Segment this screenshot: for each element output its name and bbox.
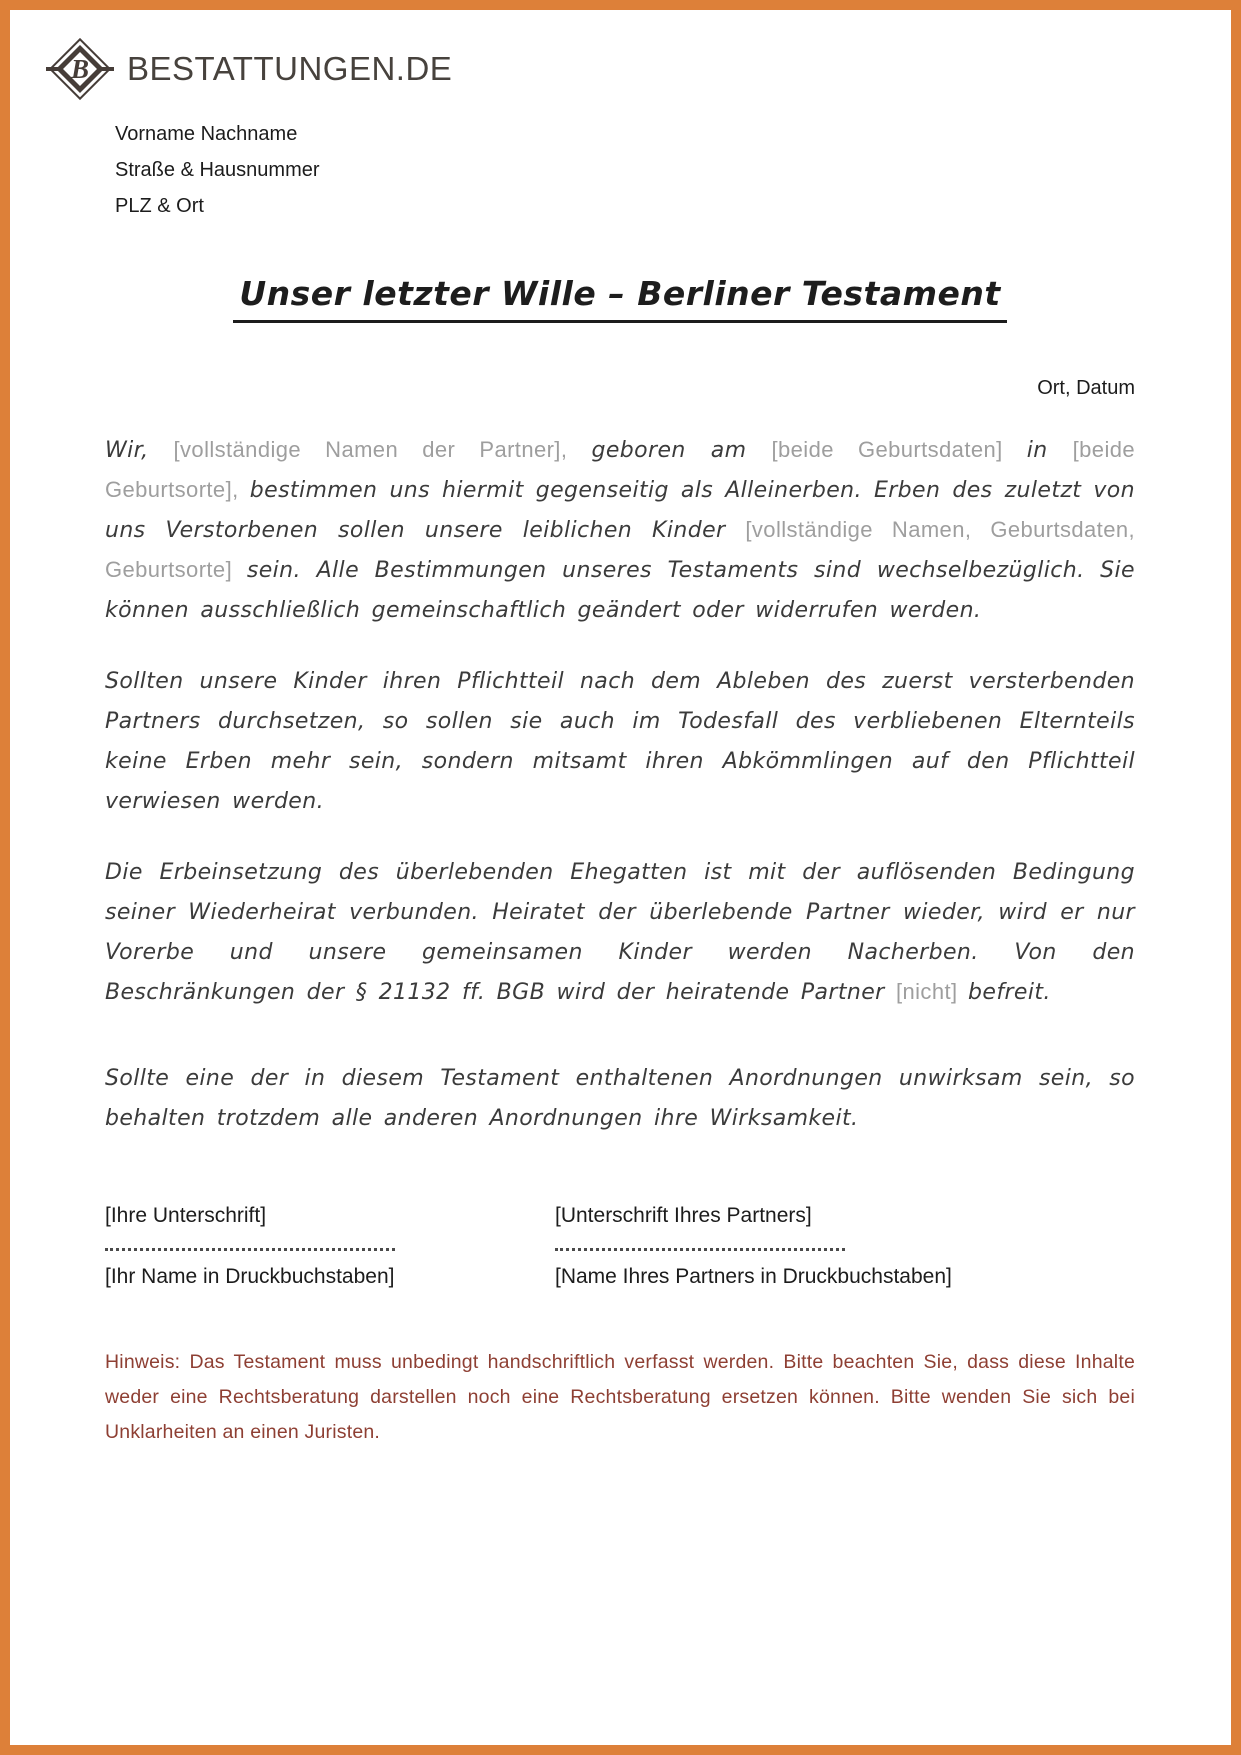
sender-street: Straße & Hausnummer <box>115 159 320 181</box>
body-text: Wir, <box>105 438 174 463</box>
logo-monogram: B <box>70 53 89 84</box>
body-text: Sollte eine der in diesem Testament enthaltenen Anordnungen unwirksam sein, so behalten trotzdem alle anderen Anordnungen ihre Wirksamkeit. <box>105 1066 1135 1131</box>
signature-left-column <box>105 1204 555 1289</box>
signature-dotted-line <box>555 1248 845 1251</box>
placeholder-text: [vollständige Namen der Partner], <box>173 437 592 462</box>
legal-notice: Hinweis: Das Testament muss unbedingt handschriftlich verfasst werden. Bitte beachten Sie, dass diese Inhalte weder eine Rechtsberatung darstellen noch eine Rechtsberatung ersetzen können. Bitte wenden Sie sich bei Unklarheiten an einen Juristen. <box>105 1351 1135 1443</box>
signature-label: [Unterschrift Ihres Partners] <box>555 1204 812 1227</box>
page-title: Unser letzter Wille – Berliner Testament <box>233 274 1006 323</box>
paragraph-4 <box>105 1058 1135 1138</box>
logo-wordmark: BESTATTUNGEN.DE <box>127 50 453 87</box>
placeholder-text: [nicht] <box>896 979 969 1004</box>
placeholder-text: [vollständige Namen, Geburtsdaten, Geburtsorte] <box>105 517 1135 582</box>
paragraph-2 <box>105 661 1135 821</box>
body-text: befreit. <box>968 980 1051 1005</box>
paragraph-1 <box>105 430 1135 630</box>
sender-address-block <box>115 116 1135 224</box>
body-text: in <box>1026 438 1073 463</box>
place-date-line: Ort, Datum <box>1037 377 1135 399</box>
body-text: Die Erbeinsetzung des überlebenden Ehegatten ist mit der auflösenden Bedingung seiner Wiederheirat verbunden. Heiratet der überlebende Partner wieder, wird er nur Vorerbe und unsere gemeinsamen Kinder werden Nacherben. Von den Beschränkungen der § 21132 ff. BGB wird der heiratende Partner <box>105 860 1135 1005</box>
placeholder-text: [beide Geburtsorte], <box>105 437 1135 502</box>
title-wrapper <box>105 274 1135 323</box>
signature-dotted-line <box>105 1248 395 1251</box>
logo <box>47 36 1135 102</box>
body-text: sein. Alle Bestimmungen unseres Testaments sind wechselbezüglich. Sie können ausschließlich gemeinschaftlich geändert oder widerrufen werden. <box>105 558 1135 623</box>
sender-name: Vorname Nachname <box>115 123 298 145</box>
body-text: geboren am <box>591 438 772 463</box>
body-text: bestimmen uns hiermit gegenseitig als Alleinerben. Erben des zuletzt von uns Verstorbenen sollen unsere leiblichen Kinder <box>105 478 1135 543</box>
printed-name-label: [Name Ihres Partners in Druckbuchstaben] <box>555 1265 952 1288</box>
sender-city: PLZ & Ort <box>115 195 204 217</box>
signature-right-column <box>555 1204 1135 1289</box>
logo-diamond-icon <box>47 36 113 102</box>
signature-block <box>105 1204 1135 1289</box>
signature-label: [Ihre Unterschrift] <box>105 1204 267 1227</box>
paragraph-3 <box>105 852 1135 1012</box>
printed-name-label: [Ihr Name in Druckbuchstaben] <box>105 1265 395 1288</box>
body-text: Sollten unsere Kinder ihren Pflichtteil nach dem Ableben des zuerst versterbenden Partners durchsetzen, so sollen sie auch im Todesfall des verbliebenen Elternteils keine Erben mehr sein, sondern mitsamt ihren Abkömmlingen auf den Pflichtteil verwiesen werden. <box>105 669 1135 814</box>
body-paragraphs <box>105 430 1135 1138</box>
placeholder-text: [beide Geburtsdaten] <box>771 437 1027 462</box>
